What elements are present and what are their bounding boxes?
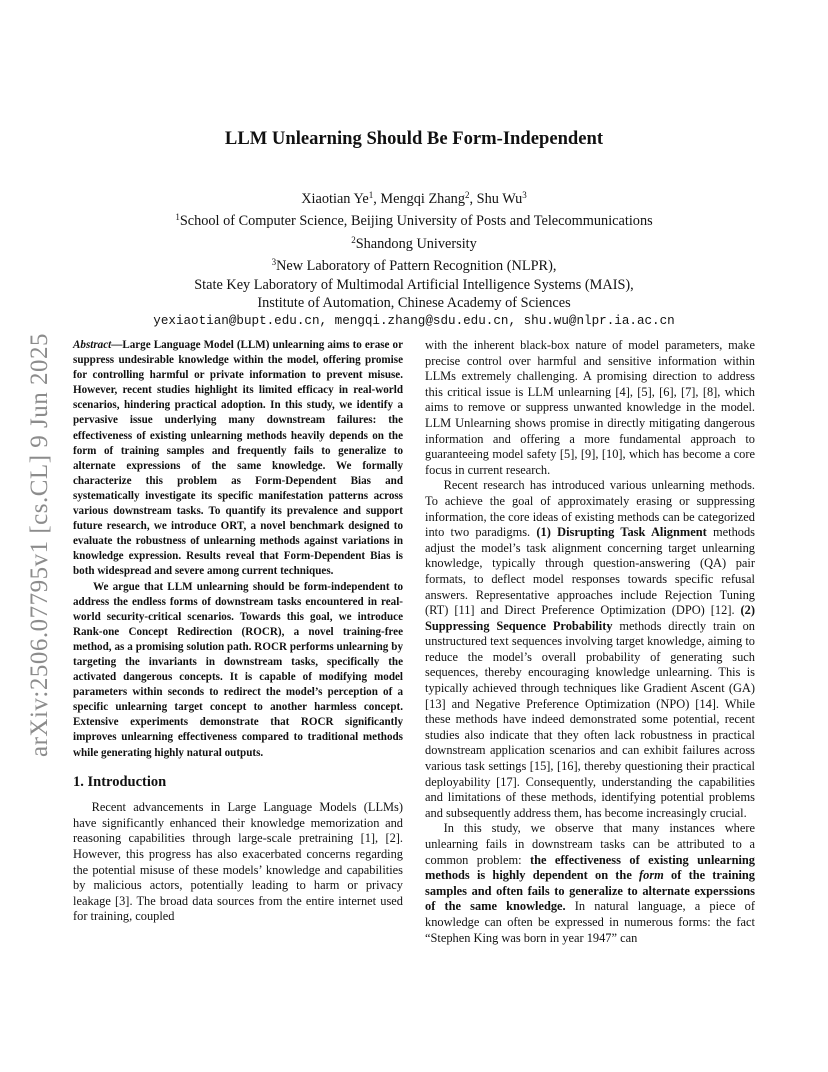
abstract	[73, 338, 403, 761]
paper-title: LLM Unlearning Should Be Form-Independent	[224, 128, 604, 149]
body-paragraph-1: with the inherent black-box nature of model parameters, make precise control over harmful and sensitive information within LLMs extremely challenging. A promising direction to address this critical issue is LLM unlearning [4], [5], [6], [7], [8], which aims to remove or suppress unwanted knowledge in the model. LLM Unlearning shows promise in directly mitigating dangerous information and offering a more fundamental approach to guaranteeing model safety [5], [9], [10], which has become a core focus in current research.	[425, 338, 755, 477]
abstract-label: Abstract	[73, 339, 112, 351]
author-names: Xiaotian Ye$^1$, Mengqi Zhang$^2$, Shu Wu$^3$	[301, 190, 527, 207]
body-paragraph-2: Recent research has introduced various unlearning methods. To achieve the goal of approximately erasing or suppressing information, the core ideas of existing methods can be categorized into two paradigms. (1) Disrupting Task Alignment methods adjust the model’s task alignment concerning target unlearning knowledge, typically through question-answering (QA) pair formats, to deflect model responses towards specific refusal answers. Representative approaches include Rejection Tuning (RT) [11] and Direct Preference Optimization (DPO) [12]. (2) Suppressing Sequence Probability methods directly train on unstructured text sequences involving target knowledge, aiming to reduce the model’s overall probability of generating such sequences, thereby encouraging knowledge unlearning. This is typically achieved through techniques like Gradient Ascent (GA) [13] and Negative Preference Optimization (NPO) [14]. While these methods have indeed demonstrated some potential, recent studies also indicate that they often lack robustness in practical downstream application scenarios and can exhibit failures across various task settings [15], [16], thereby questioning their practical deployability [17]. Consequently, understanding the capabilities and limitations of these methods, identifying potential problems and subsequently address them, has become increasingly crucial.	[425, 478, 755, 820]
affiliation-3-line-2: State Key Laboratory of Multimodal Artificial Intelligence Systems (MAIS),	[194, 276, 634, 293]
affiliation-1: $^1$School of Computer Science, Beijing University of Posts and Telecommunications	[175, 212, 653, 230]
affiliation-3-line-3: Institute of Automation, Chinese Academy of Sciences	[257, 295, 571, 312]
author-block	[0, 186, 828, 331]
intro-paragraph-1: Recent advancements in Large Language Models (LLMs) have significantly enhanced their knowledge memorization and reasoning capabilities through large-scale pretraining [1], [2]. However, this progress has also exacerbated concerns regarding the potential misuse of these models’ knowledge and capabilities by malicious actors, potentially leading to harm or privacy leakage [3]. The broad data sources from the entire internet used for training, coupled	[73, 800, 403, 924]
affiliation-2: $^2$Shandong University	[351, 234, 477, 252]
author-emails: yexiaotian@bupt.edu.cn, mengqi.zhang@sdu.edu.cn, shu.wu@nlpr.ia.ac.cn	[153, 314, 675, 329]
left-column	[73, 338, 403, 925]
affiliation-3: $^3$New Laboratory of Pattern Recognition (NLPR),	[271, 257, 557, 275]
section-heading-introduction: 1. Introduction	[73, 773, 167, 790]
abstract-paragraph-1: Abstract—Large Language Model (LLM) unlearning aims to erase or suppress undesirable knowledge within the model, offering promise for controlling harmful or private information to prevent misuse. However, recent studies highlight its limited efficacy in real-world scenarios, hindering practical adoption. In this study, we identify a pervasive issue underlying many downstream failures: the effectiveness of existing unlearning methods heavily depends on the form of training samples and frequently fails to generalize to alternate expressions of the same knowledge. We formally characterize this problem as Form-Dependent Bias and systematically investigate its specific manifestation patterns across various downstream tasks. To quantify its prevalence and support future research, we introduce ORT, a novel benchmark designed to evaluate the robustness of unlearning methods against variations in knowledge expression. Results reveal that Form-Dependent Bias is both widespread and severe among current techniques.	[73, 339, 403, 578]
arxiv-identifier: arXiv:2506.07795v1 [cs.CL] 9 Jun 2025	[26, 332, 53, 758]
body-paragraph-3: In this study, we observe that many instances where unlearning fails in downstream tasks can be attributed to a common problem: the effectiveness of existing unlearning methods is highly dependent on the form of the training samples and often fails to generalize to alternate experssions of the same knowledge. In natural language, a piece of knowledge can often be expressed in numerous forms: the fact “Stephen King was born in year 1947” can	[425, 821, 755, 945]
right-column	[425, 338, 755, 946]
abstract-paragraph-2: We argue that LLM unlearning should be form-independent to address the endless forms of downstream tasks encountered in real-world security-critical scenarios. Towards this goal, we introduce Rank-one Concept Redirection (ROCR), a novel training-free method, as a promising solution path. ROCR performs unlearning by targeting the invariants in downstream tasks, specifically the activated dangerous concepts. It is capable of modifying model parameters within seconds to redirect the model’s perception of a specific unlearning target concept to another harmless concept. Extensive experiments demonstrate that ROCR significantly improves unlearning effectiveness compared to traditional methods while generating highly natural outputs.	[73, 580, 403, 759]
